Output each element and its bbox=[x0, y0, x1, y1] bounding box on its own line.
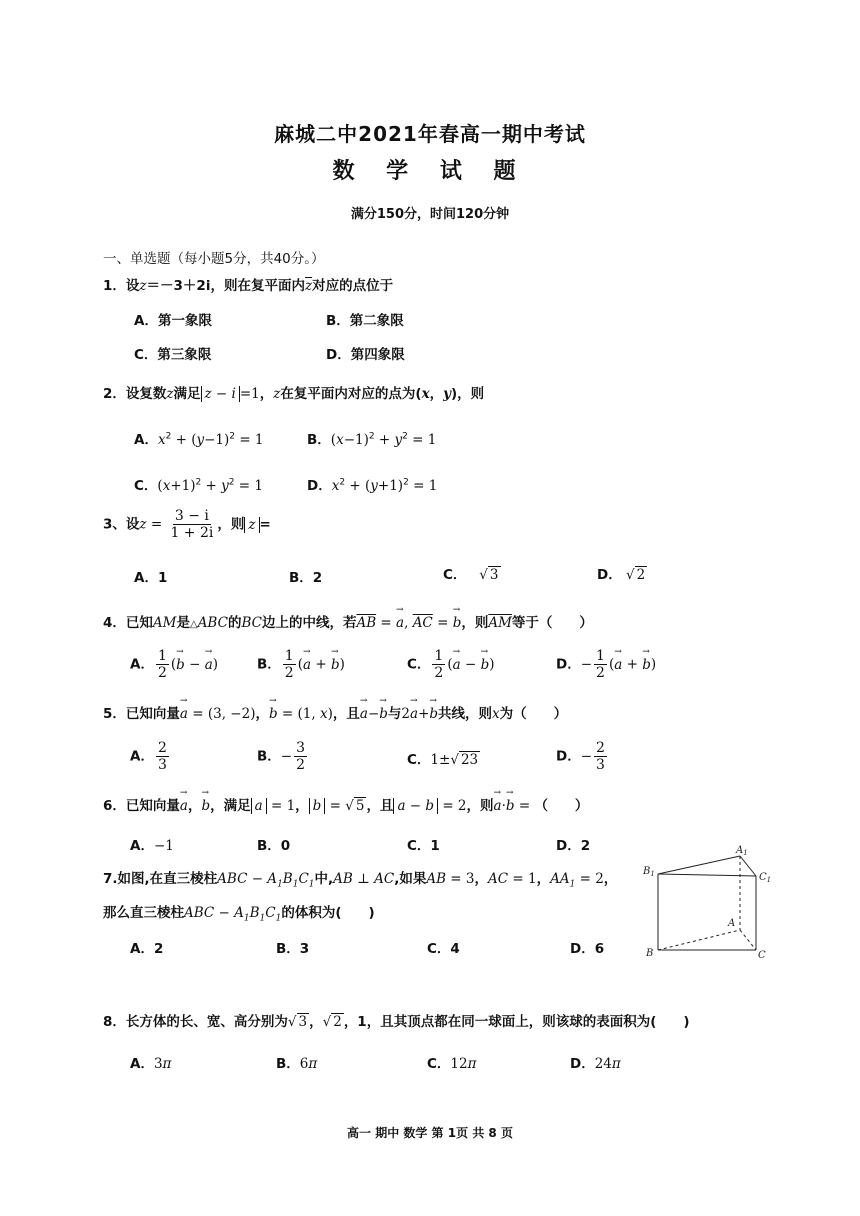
question-7-option-b: B．3 bbox=[276, 941, 310, 957]
label-b1: $B_1$ bbox=[643, 866, 655, 878]
question-6-option-c: C．1 bbox=[407, 838, 440, 854]
question-7-option-c: C．4 bbox=[427, 941, 460, 957]
question-2-stem: 2．设复数z满足 z − i =1，z在复平面内对应的点为(x，y)，则 bbox=[103, 386, 485, 402]
question-7-stem-line2: 那么直三棱柱ABC − $A_1B_1C_1$的体积为( ) bbox=[103, 905, 375, 924]
question-3-option-d: D． √ 2 bbox=[597, 567, 646, 583]
question-1-option-a: A．第一象限 bbox=[134, 313, 212, 329]
prism-figure bbox=[640, 840, 780, 965]
question-4-option-d: D．− $\frac{1}{2}$ (→ a + → b) bbox=[556, 648, 656, 681]
question-2-option-b: B．$(x-1)^2 + y^2 = 1$ bbox=[307, 431, 437, 448]
question-5-option-d: D．− $\frac{2}{3}$ bbox=[556, 740, 605, 774]
question-5-option-b: B．− $\frac{3}{2}$ bbox=[257, 740, 306, 774]
question-3-stem: 3、设z = $\frac{3 - i}{1 + 2i}$ ，则 z = bbox=[103, 508, 271, 542]
question-8-stem: 8．长方体的长、宽、高分别为√ 3 ，√ 2 ，1，且其顶点都在同一球面上，则该球的表面积为( ) bbox=[103, 1014, 690, 1030]
question-7-stem-line1: 7.如图,在直三棱柱ABC − $A_1B_1C_1$中,AB ⊥ AC,如果AB = 3，AC = 1，$AA_1 = 2$， bbox=[103, 871, 618, 890]
question-8-option-d: D．24π bbox=[570, 1056, 621, 1072]
question-5-option-c: C．1±√ 23 bbox=[407, 752, 479, 768]
question-1-option-d: D．第四象限 bbox=[326, 347, 405, 363]
question-6-option-d: D．2 bbox=[556, 838, 591, 854]
question-4-option-a: A． $\frac{1}{2}$ (→ b − → a) bbox=[130, 648, 218, 681]
page-footer: 高一 期中 数学 第 1页 共 8 页 bbox=[347, 1126, 513, 1140]
question-3-option-a: A．1 bbox=[134, 570, 168, 586]
label-c: C bbox=[758, 950, 766, 961]
exam-subtitle: 数 学 试 题 bbox=[332, 159, 528, 184]
question-3-option-b: B．2 bbox=[289, 570, 323, 586]
question-7-option-d: D．6 bbox=[570, 941, 605, 957]
question-2-option-d: D．$x^2 + (y+1)^2 = 1$ bbox=[307, 477, 438, 494]
question-1-stem: 1．设z＝－3＋2i，则在复平面内$\overline{z}$对应的点位于 bbox=[103, 278, 394, 294]
question-4-option-b: B． $\frac{1}{2}$ (→ a + → b) bbox=[257, 648, 345, 681]
question-5-option-a: A． $\frac{2}{3}$ bbox=[130, 740, 167, 774]
question-3-option-c: C． √ 3 bbox=[443, 567, 499, 583]
question-6-option-a: A．−1 bbox=[130, 838, 174, 854]
question-8-option-b: B．6π bbox=[276, 1056, 318, 1072]
label-c1: $C_1$ bbox=[759, 872, 772, 884]
question-6-stem: 6．已知向量→ a，→ b，满足 a = 1， b = √ 5 ，且 a − b = 2，则→ a·→ b = （ ） bbox=[103, 794, 588, 814]
label-a: A bbox=[728, 918, 736, 929]
question-2-option-a: A．$x^2 + (y-1)^2 = 1$ bbox=[134, 431, 264, 448]
question-8-option-a: A．3π bbox=[130, 1056, 172, 1072]
question-1-option-b: B．第二象限 bbox=[326, 313, 404, 329]
exam-title: 麻城二中2021年春高一期中考试 bbox=[274, 122, 586, 146]
question-4-stem: 4．已知AM是△ABC的BC边上的中线，若$\overline{AB}$ = → a, $\overline{AC}$ = → b，则$\overline{AM}$等于（ ） bbox=[103, 611, 593, 631]
label-b: B bbox=[646, 948, 654, 959]
question-8-option-c: C．12π bbox=[427, 1056, 477, 1072]
label-a1: $A_1$ bbox=[736, 845, 748, 857]
question-2-option-c: C．$(x+1)^2 + y^2 = 1$ bbox=[134, 477, 263, 494]
question-7-option-a: A．2 bbox=[130, 941, 164, 957]
question-6-option-b: B．0 bbox=[257, 838, 291, 854]
question-4-option-c: C． $\frac{1}{2}$ (→ a − → b) bbox=[407, 648, 495, 681]
exam-meta: 满分150分，时间120分钟 bbox=[350, 207, 510, 222]
section-heading: 一、单选题（每小题5分，共40分。） bbox=[103, 251, 325, 267]
question-1-option-c: C．第三象限 bbox=[134, 347, 212, 363]
question-5-stem: 5．已知向量→ a = (3, −2)，→ b = (1, x)，且→ a−→ b与2→ a+→ b共线，则x为（ ） bbox=[103, 702, 567, 722]
